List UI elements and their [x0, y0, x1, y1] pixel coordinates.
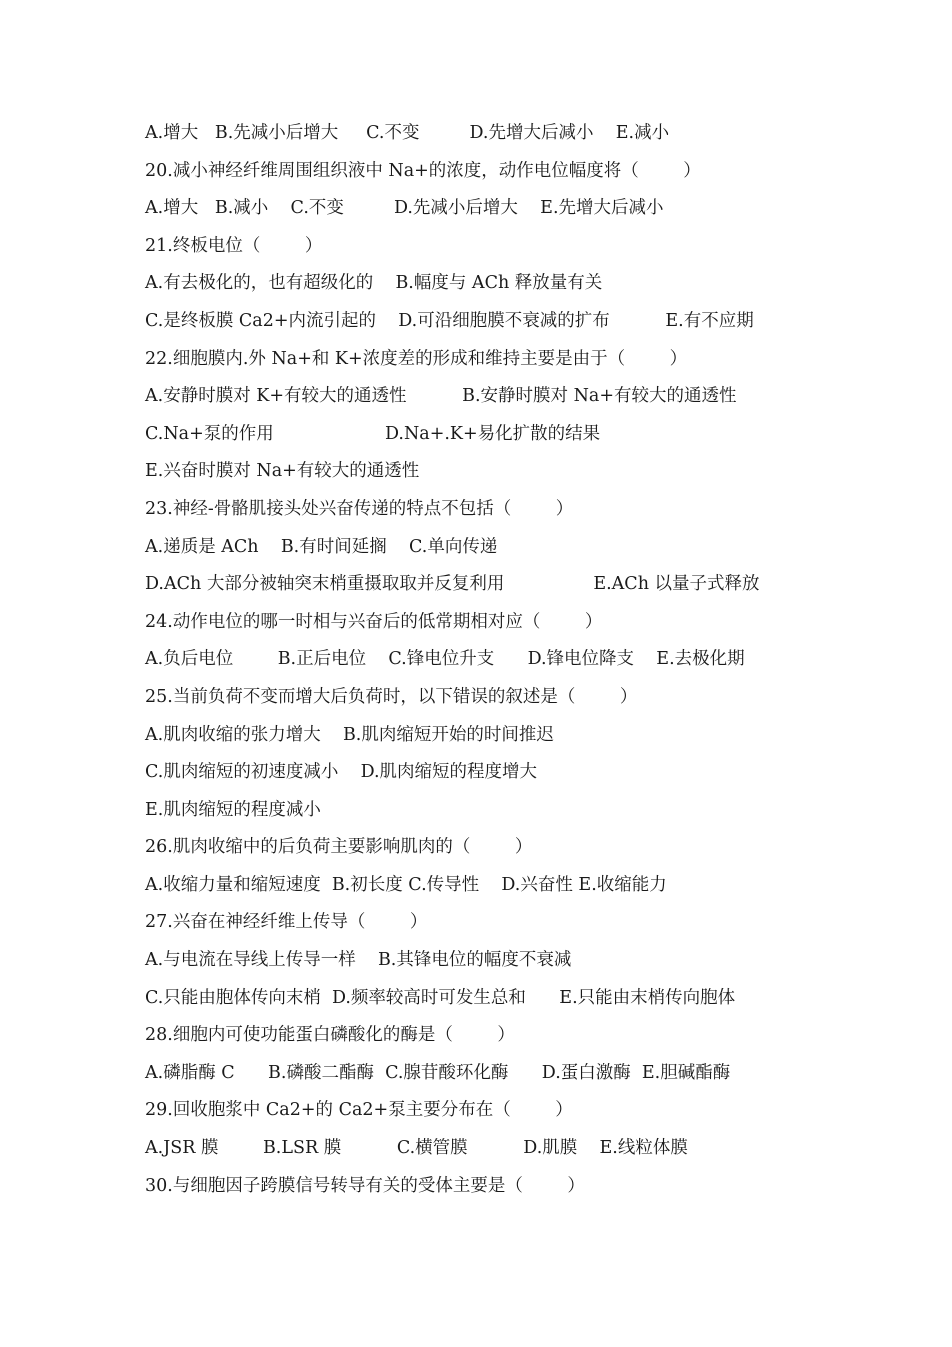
- text-line: A.与电流在导线上传导一样 B.其锋电位的幅度不衰减: [145, 950, 572, 971]
- text-line: 22.细胞膜内.外 Na+和 K+浓度差的形成和维持主要是由于（ ）: [145, 348, 688, 369]
- text-line: C.是终板膜 Ca2+内流引起的 D.可沿细胞膜不衰减的扩布 E.有不应期: [145, 310, 754, 331]
- text-line: A.JSR 膜 B.LSR 膜 C.横管膜 D.肌膜 E.线粒体膜: [145, 1138, 688, 1159]
- text-line: A.磷脂酶 C B.磷酸二酯酶 C.腺苷酸环化酶 D.蛋白激酶 E.胆碱酯酶: [145, 1062, 731, 1083]
- text-line: 27.兴奋在神经纤维上传导（ ）: [145, 912, 428, 933]
- text-line: C.肌肉缩短的初速度减小 D.肌肉缩短的程度增大: [145, 762, 538, 783]
- text-line: A.安静时膜对 K+有较大的通透性 B.安静时膜对 Na+有较大的通透性: [145, 386, 737, 407]
- text-line: D.ACh 大部分被轴突末梢重摄取取并反复利用 E.ACh 以量子式释放: [145, 574, 760, 595]
- text-line: C.Na+泵的作用 D.Na+.K+易化扩散的结果: [145, 423, 601, 444]
- text-line: 30.与细胞因子跨膜信号转导有关的受体主要是（ ）: [145, 1175, 585, 1196]
- text-line: 25.当前负荷不变而增大后负荷时，以下错误的叙述是（ ）: [145, 686, 638, 707]
- text-line: 26.肌肉收缩中的后负荷主要影响肌肉的（ ）: [145, 837, 533, 858]
- text-line: 29.回收胞浆中 Ca2+的 Ca2+泵主要分布在（ ）: [145, 1100, 573, 1121]
- text-line: A.增大 B.先减小后增大 C.不变 D.先增大后减小 E.减小: [145, 123, 670, 143]
- text-line: A.递质是 ACh B.有时间延搁 C.单向传递: [145, 536, 498, 557]
- text-line: C.只能由胞体传向末梢 D.频率较高时可发生总和 E.只能由末梢传向胞体: [145, 987, 736, 1008]
- text-line: 24.动作电位的哪一时相与兴奋后的低常期相对应（ ）: [145, 611, 603, 632]
- text-line: A.增大 B.减小 C.不变 D.先减小后增大 E.先增大后减小: [145, 198, 664, 219]
- text-line: E.兴奋时膜对 Na+有较大的通透性: [145, 461, 420, 482]
- text-line: A.肌肉收缩的张力增大 B.肌肉缩短开始的时间推迟: [145, 724, 554, 745]
- question-text-block: [145, 119, 865, 1209]
- text-line: 20.减小神经纤维周围组织液中 Na+的浓度，动作电位幅度将（ ）: [145, 160, 701, 181]
- text-line: 21.终板电位（ ）: [145, 235, 323, 256]
- text-line: E.肌肉缩短的程度减小: [145, 799, 321, 820]
- text-line: 23.神经-骨骼肌接头处兴奋传递的特点不包括（ ）: [145, 498, 574, 519]
- text-line: A.有去极化的，也有超级化的 B.幅度与 ACh 释放量有关: [145, 273, 603, 294]
- text-line: A.收缩力量和缩短速度 B.初长度 C.传导性 D.兴奋性 E.收缩能力: [145, 874, 667, 895]
- text-line: 28.细胞内可使功能蛋白磷酸化的酶是（ ）: [145, 1025, 515, 1046]
- text-line: A.负后电位 B.正后电位 C.锋电位升支 D.锋电位降支 E.去极化期: [145, 649, 745, 670]
